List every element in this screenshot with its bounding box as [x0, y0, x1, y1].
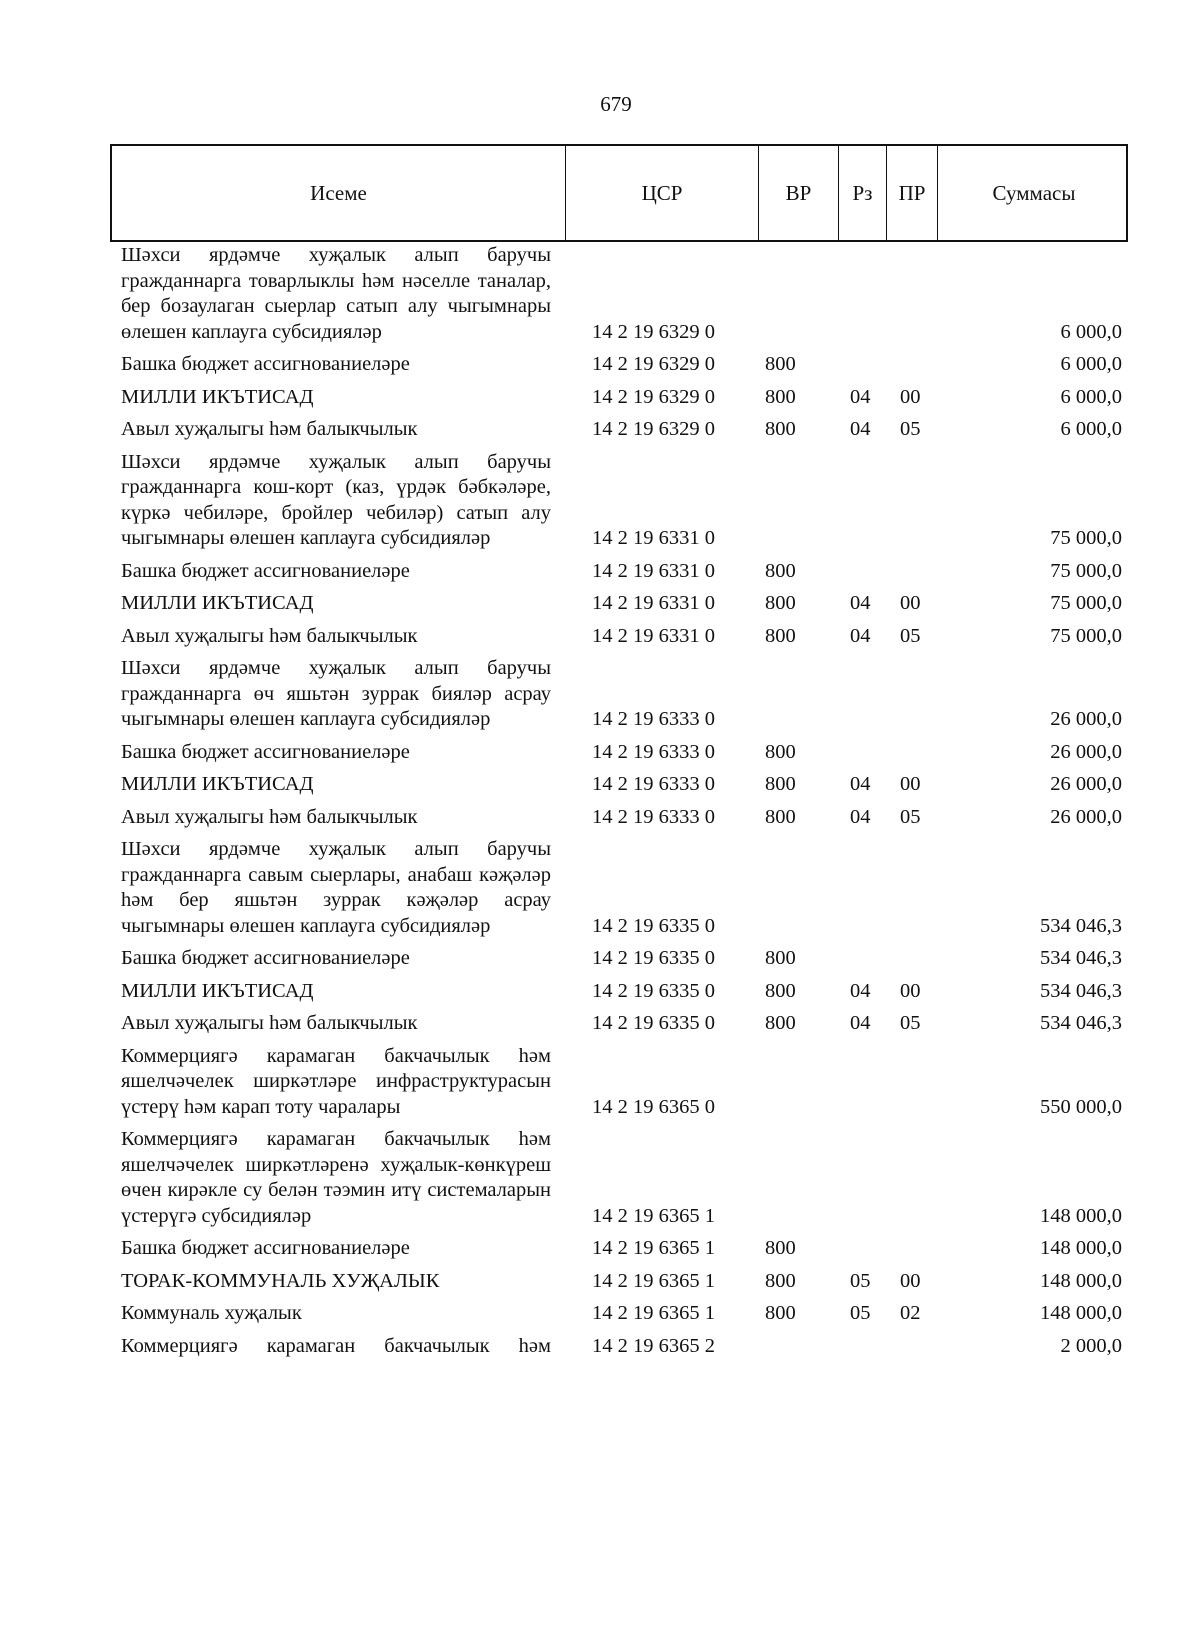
row-pr — [884, 1334, 935, 1360]
row-rz — [836, 740, 884, 766]
row-vr: 800 — [765, 1269, 796, 1292]
row-name: Башка бюджет ассигнованиеләре — [121, 1237, 410, 1259]
row-name: Башка бюджет ассигнованиеләре — [121, 947, 410, 969]
table-row — [110, 559, 1128, 585]
row-name: Башка бюджет ассигнованиеләре — [121, 740, 410, 763]
row-rz: 04 — [850, 1012, 871, 1034]
row-vr: 800 — [765, 624, 796, 647]
row-csr: 14 2 19 6331 0 — [592, 592, 715, 614]
row-csr: 14 2 19 6329 0 — [592, 320, 715, 343]
row-rz: 04 — [850, 624, 871, 647]
row-rz: 04 — [850, 418, 871, 440]
row-pr — [884, 656, 935, 733]
row-vr — [756, 1044, 836, 1121]
row-sum: 26 000,0 — [1050, 805, 1122, 828]
row-vr: 800 — [765, 1302, 796, 1324]
row-sum: 148 000,0 — [1040, 1269, 1122, 1292]
row-name: Башка бюджет ассигнованиеләре — [121, 353, 410, 375]
row-rz — [836, 946, 884, 972]
row-name: Шәхси ярдәмче хуҗалык алып баручы гражданнарга товарлыклы һәм нәселле таналар, бер бозаулаган сыерлар сатып алу чыгымнары өлешен каплауга субсидияләр — [121, 244, 551, 343]
table-row — [110, 1044, 1128, 1121]
row-sum: 75 000,0 — [1050, 592, 1122, 614]
table-row — [110, 1127, 1128, 1229]
row-pr: 00 — [900, 385, 921, 408]
row-sum: 534 046,3 — [1040, 947, 1122, 969]
row-rz — [836, 1236, 884, 1262]
row-pr: 00 — [900, 773, 921, 795]
table-body — [110, 243, 1128, 1359]
row-pr — [884, 243, 935, 345]
row-pr — [884, 1127, 935, 1229]
row-csr: 14 2 19 6333 0 — [592, 773, 715, 795]
row-pr — [884, 1236, 935, 1262]
row-name: МИЛЛИ ИКЪТИСАД — [121, 773, 314, 795]
row-sum: 148 000,0 — [1040, 1204, 1122, 1227]
row-name: Шәхси ярдәмче хуҗалык алып баручы гражданнарга кош-корт (каз, үрдәк бәбкәләре, күркә чебиләре, бройлер чебиләр) сатып алу чыгымнары өлешен каплауга субсидияләр — [121, 450, 551, 549]
row-sum: 534 046,3 — [1040, 1012, 1122, 1034]
row-name: Авыл хуҗалыгы һәм балыкчылык — [121, 805, 418, 828]
row-vr: 800 — [765, 979, 796, 1002]
budget-table — [110, 144, 1128, 1366]
header-name: Исеме — [310, 180, 367, 205]
row-pr — [884, 1044, 935, 1121]
row-rz — [836, 1127, 884, 1229]
row-vr: 800 — [765, 740, 796, 763]
table-row — [110, 450, 1128, 552]
row-name: Коммерциягә карамаган бакчачылык һәм яшелчәчелек ширкәтләре инфраструктурасын үстерү һәм карап тоту чаралары — [121, 1044, 551, 1118]
row-pr — [884, 559, 935, 585]
table-row — [110, 656, 1128, 733]
row-pr — [884, 740, 935, 766]
table-row — [110, 352, 1128, 378]
row-rz: 05 — [850, 1302, 871, 1324]
header-sum: Суммасы — [937, 146, 1130, 240]
table-row — [110, 417, 1128, 443]
table-row — [110, 1269, 1128, 1295]
row-sum: 75 000,0 — [1050, 624, 1122, 647]
row-rz: 05 — [850, 1269, 871, 1292]
table-row — [110, 591, 1128, 617]
table-header — [110, 144, 1128, 242]
row-vr — [756, 243, 836, 345]
row-sum: 75 000,0 — [1050, 559, 1122, 582]
row-name: Авыл хуҗалыгы һәм балыкчылык — [121, 624, 418, 647]
row-csr: 14 2 19 6335 0 — [592, 914, 715, 937]
row-name: Авыл хуҗалыгы һәм балыкчылык — [121, 1012, 418, 1034]
table-row — [110, 837, 1128, 939]
row-name: Башка бюджет ассигнованиеләре — [121, 559, 410, 582]
table-row — [110, 1334, 1128, 1360]
header-rz: Рз — [838, 146, 886, 240]
row-vr — [756, 837, 836, 939]
row-sum: 26 000,0 — [1050, 708, 1122, 730]
row-sum: 148 000,0 — [1040, 1237, 1122, 1259]
row-csr: 14 2 19 6329 0 — [592, 418, 715, 440]
row-vr: 800 — [765, 592, 796, 614]
row-csr: 14 2 19 6335 0 — [592, 947, 715, 969]
row-vr — [756, 656, 836, 733]
row-sum: 534 046,3 — [1040, 914, 1122, 937]
row-pr: 05 — [900, 418, 921, 440]
row-pr: 02 — [900, 1302, 921, 1324]
row-name: Коммерциягә карамаган бакчачылык һәм яшелчәчелек ширкәтләренә хуҗалык-көнкүреш өчен кирәкле су белән тәэмин итү системаларын үстерүгә субсидияләр — [121, 1128, 551, 1227]
row-rz: 04 — [850, 979, 871, 1002]
row-name: МИЛЛИ ИКЪТИСАД — [121, 385, 314, 408]
row-pr: 00 — [900, 1269, 921, 1292]
row-sum: 6 000,0 — [1060, 320, 1122, 343]
header-pr: ПР — [886, 146, 937, 240]
row-vr: 800 — [765, 773, 796, 795]
row-rz — [836, 1044, 884, 1121]
row-vr — [756, 1334, 836, 1360]
row-pr: 00 — [900, 592, 921, 614]
table-row — [110, 385, 1128, 411]
row-csr: 14 2 19 6333 0 — [592, 805, 715, 828]
row-pr: 05 — [900, 624, 921, 647]
row-csr: 14 2 19 6329 0 — [592, 385, 715, 408]
row-sum: 534 046,3 — [1040, 979, 1122, 1002]
row-rz — [836, 559, 884, 585]
row-pr — [884, 946, 935, 972]
row-name: Коммерциягә карамаган бакчачылык һәм — [121, 1334, 551, 1357]
table-row — [110, 1236, 1128, 1262]
row-rz — [836, 837, 884, 939]
row-name: МИЛЛИ ИКЪТИСАД — [121, 592, 314, 614]
row-csr: 14 2 19 6365 1 — [592, 1237, 715, 1259]
row-name: Шәхси ярдәмче хуҗалык алып баручы гражданнарга савым сыерлары, анабаш кәҗәләр һәм бер яшьтән зуррак кәҗәләр асрау чыгымнары өлешен каплауга субсидияләр — [121, 838, 551, 937]
row-csr: 14 2 19 6333 0 — [592, 740, 715, 763]
row-vr: 800 — [765, 418, 796, 440]
page-number: 679 — [600, 92, 632, 116]
row-vr: 800 — [765, 1237, 796, 1259]
row-csr: 14 2 19 6365 1 — [592, 1204, 715, 1227]
row-csr: 14 2 19 6333 0 — [592, 708, 715, 730]
table-row — [110, 805, 1128, 831]
row-rz: 04 — [850, 592, 871, 614]
header-csr: ЦСР — [565, 146, 758, 240]
row-rz — [836, 352, 884, 378]
row-csr: 14 2 19 6335 0 — [592, 979, 715, 1002]
row-rz — [836, 450, 884, 552]
row-vr: 800 — [765, 1012, 796, 1034]
row-sum: 26 000,0 — [1050, 773, 1122, 795]
row-csr: 14 2 19 6331 0 — [592, 559, 715, 582]
row-csr: 14 2 19 6365 1 — [592, 1269, 715, 1292]
header-vr: ВР — [758, 146, 838, 240]
row-rz: 04 — [850, 773, 871, 795]
table-row — [110, 740, 1128, 766]
row-sum: 148 000,0 — [1040, 1302, 1122, 1324]
row-csr: 14 2 19 6331 0 — [592, 624, 715, 647]
row-rz — [836, 1334, 884, 1360]
row-name: ТОРАК-КОММУНАЛЬ ХУҖАЛЫК — [121, 1269, 440, 1292]
row-name: МИЛЛИ ИКЪТИСАД — [121, 979, 314, 1002]
table-row — [110, 946, 1128, 972]
row-sum: 6 000,0 — [1060, 353, 1122, 375]
table-row — [110, 243, 1128, 345]
row-sum: 550 000,0 — [1040, 1095, 1122, 1118]
row-csr: 14 2 19 6335 0 — [592, 1012, 715, 1034]
row-csr: 14 2 19 6365 2 — [592, 1334, 715, 1357]
row-vr: 800 — [765, 385, 796, 408]
row-rz — [836, 656, 884, 733]
row-sum: 6 000,0 — [1060, 418, 1122, 440]
row-csr: 14 2 19 6365 1 — [592, 1302, 715, 1324]
row-name: Авыл хуҗалыгы һәм балыкчылык — [121, 418, 418, 440]
row-pr: 05 — [900, 1012, 921, 1034]
row-vr: 800 — [765, 805, 796, 828]
row-rz — [836, 243, 884, 345]
table-row — [110, 624, 1128, 650]
row-vr: 800 — [765, 947, 796, 969]
row-csr: 14 2 19 6329 0 — [592, 353, 715, 375]
row-vr: 800 — [765, 559, 796, 582]
row-sum: 2 000,0 — [1060, 1334, 1122, 1357]
row-sum: 75 000,0 — [1050, 527, 1122, 549]
row-pr — [884, 450, 935, 552]
row-csr: 14 2 19 6331 0 — [592, 527, 715, 549]
row-vr — [756, 1127, 836, 1229]
row-pr — [884, 352, 935, 378]
row-pr: 05 — [900, 805, 921, 828]
table-row — [110, 979, 1128, 1005]
table-row — [110, 1011, 1128, 1037]
row-sum: 6 000,0 — [1060, 385, 1122, 408]
row-rz: 04 — [850, 385, 871, 408]
row-vr: 800 — [765, 353, 796, 375]
row-name: Коммуналь хуҗалык — [121, 1302, 302, 1324]
row-sum: 26 000,0 — [1050, 740, 1122, 763]
row-pr — [884, 837, 935, 939]
row-pr: 00 — [900, 979, 921, 1002]
row-csr: 14 2 19 6365 0 — [592, 1095, 715, 1118]
row-rz: 04 — [850, 805, 871, 828]
table-row — [110, 1301, 1128, 1327]
row-vr — [756, 450, 836, 552]
table-row — [110, 772, 1128, 798]
row-name: Шәхси ярдәмче хуҗалык алып баручы гражданнарга өч яшьтән зуррак бияләр асрау чыгымнары өлешен каплауга субсидияләр — [121, 657, 551, 730]
